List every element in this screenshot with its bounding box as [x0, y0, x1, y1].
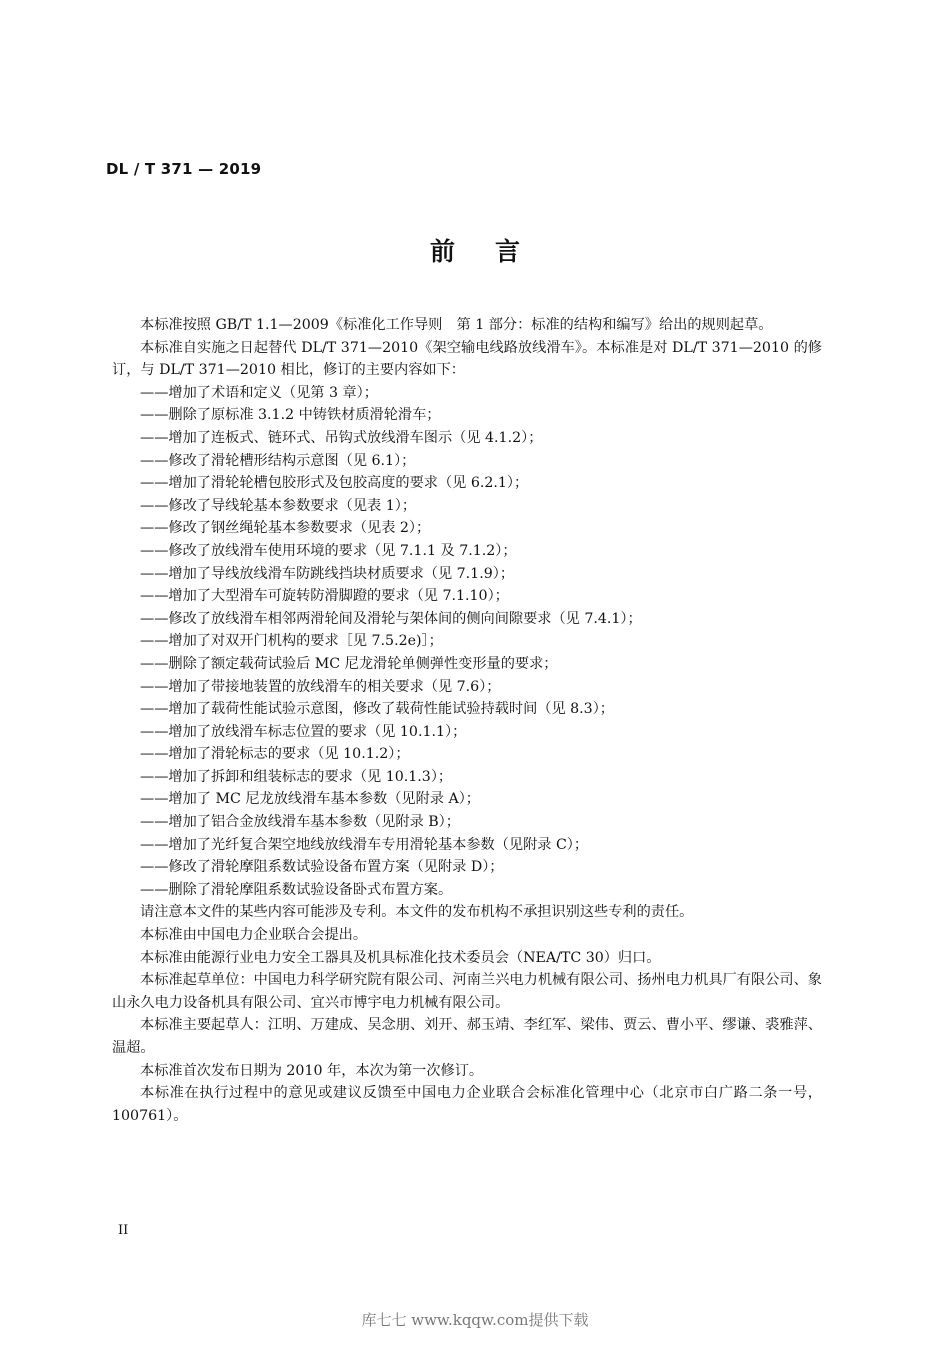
list-item: ——增加了滑轮标志的要求（见 10.1.2）； — [140, 746, 410, 763]
list-item: ——修改了滑轮槽形结构示意图（见 6.1）； — [140, 452, 416, 469]
list-item: ——修改了导线轮基本参数要求（见表 1）； — [140, 497, 417, 514]
list-item: ——增加了连板式、链环式、吊钩式放线滑车图示（见 4.1.2）； — [140, 429, 543, 446]
document-body — [112, 314, 822, 1127]
change-list — [112, 382, 822, 902]
paragraph: 本标准自实施之日起替代 DL/T 371—2010《架空输电线路放线滑车》。本标准是对 DL/T 371—2010 的修订，与 DL/T 371—2010 相比，修订的主要内容如下： — [112, 339, 822, 379]
page-number: II — [118, 1223, 129, 1238]
list-item: ——增加了大型滑车可旋转防滑脚蹬的要求（见 7.1.10）； — [140, 588, 509, 605]
list-item: ——修改了放线滑车相邻两滑轮间及滑轮与架体间的侧向间隙要求（见 7.4.1）； — [140, 610, 642, 627]
list-item: ——增加了放线滑车标志位置的要求（见 10.1.1）； — [140, 723, 467, 740]
list-item: ——增加了光纤复合架空地线放线滑车专用滑轮基本参数（见附录 C）； — [140, 836, 589, 853]
list-item: ——增加了对双开门机构的要求［见 7.5.2e)］； — [140, 633, 443, 650]
list-item: ——增加了术语和定义（见第 3 章）； — [140, 384, 378, 401]
paragraph: 本标准主要起草人：江明、万建成、吴念朋、刘开、郝玉靖、李红军、梁伟、贾云、曹小平、缪谦、裘雅萍、温超。 — [112, 1017, 822, 1056]
list-item: ——修改了钢丝绳轮基本参数要求（见表 2）； — [140, 520, 431, 537]
list-item: ——删除了原标准 3.1.2 中铸铁材质滑轮滑车； — [140, 407, 441, 424]
paragraph: 本标准在执行过程中的意见或建议反馈至中国电力企业联合会标准化管理中心（北京市白广路二条一号，100761）。 — [112, 1085, 822, 1124]
standard-id: DL / T 371 — 2019 — [106, 160, 262, 178]
paragraph: 本标准由能源行业电力安全工器具及机具标准化技术委员会（NEA/TC 30）归口。 — [140, 949, 661, 966]
list-item: ——增加了 MC 尼龙放线滑车基本参数（见附录 A）； — [140, 791, 480, 808]
list-item: ——增加了载荷性能试验示意图，修改了载荷性能试验持载时间（见 8.3）； — [140, 701, 614, 718]
list-item: ——修改了滑轮摩阻系数试验设备布置方案（见附录 D）； — [140, 859, 504, 876]
footer-watermark[interactable]: 库七七 www.kqqw.com提供下载 — [361, 1311, 589, 1329]
list-item: ——增加了拆卸和组装标志的要求（见 10.1.3）； — [140, 768, 453, 785]
paragraph: 本标准由中国电力企业联合会提出。 — [140, 927, 368, 944]
page-title: 前言 — [429, 237, 560, 266]
list-item: ——增加了导线放线滑车防跳线挡块材质要求（见 7.1.9）； — [140, 565, 515, 582]
list-item: ——删除了额定载荷试验后 MC 尼龙滑轮单侧弹性变形量的要求； — [140, 655, 558, 672]
list-item: ——修改了放线滑车使用环境的要求（见 7.1.1 及 7.1.2）； — [140, 542, 517, 559]
list-item: ——增加了带接地装置的放线滑车的相关要求（见 7.6）； — [140, 678, 501, 695]
paragraph: 本标准起草单位：中国电力科学研究院有限公司、河南兰兴电力机械有限公司、扬州电力机具厂有限公司、象山永久电力设备机具有限公司、宜兴市博宇电力机械有限公司。 — [112, 972, 822, 1011]
paragraph: 本标准首次发布日期为 2010 年，本次为第一次修订。 — [140, 1062, 484, 1079]
list-item: ——增加了滑轮轮槽包胶形式及包胶高度的要求（见 6.2.1）； — [140, 475, 529, 492]
list-item: ——删除了滑轮摩阻系数试验设备卧式布置方案。 — [140, 881, 453, 898]
paragraph: 本标准按照 GB/T 1.1—2009《标准化工作导则 第 1 部分：标准的结构和编写》给出的规则起草。 — [140, 317, 773, 333]
list-item: ——增加了铝合金放线滑车基本参数（见附录 B）； — [140, 814, 460, 831]
paragraph: 请注意本文件的某些内容可能涉及专利。本文件的发布机构不承担识别这些专利的责任。 — [140, 904, 694, 921]
